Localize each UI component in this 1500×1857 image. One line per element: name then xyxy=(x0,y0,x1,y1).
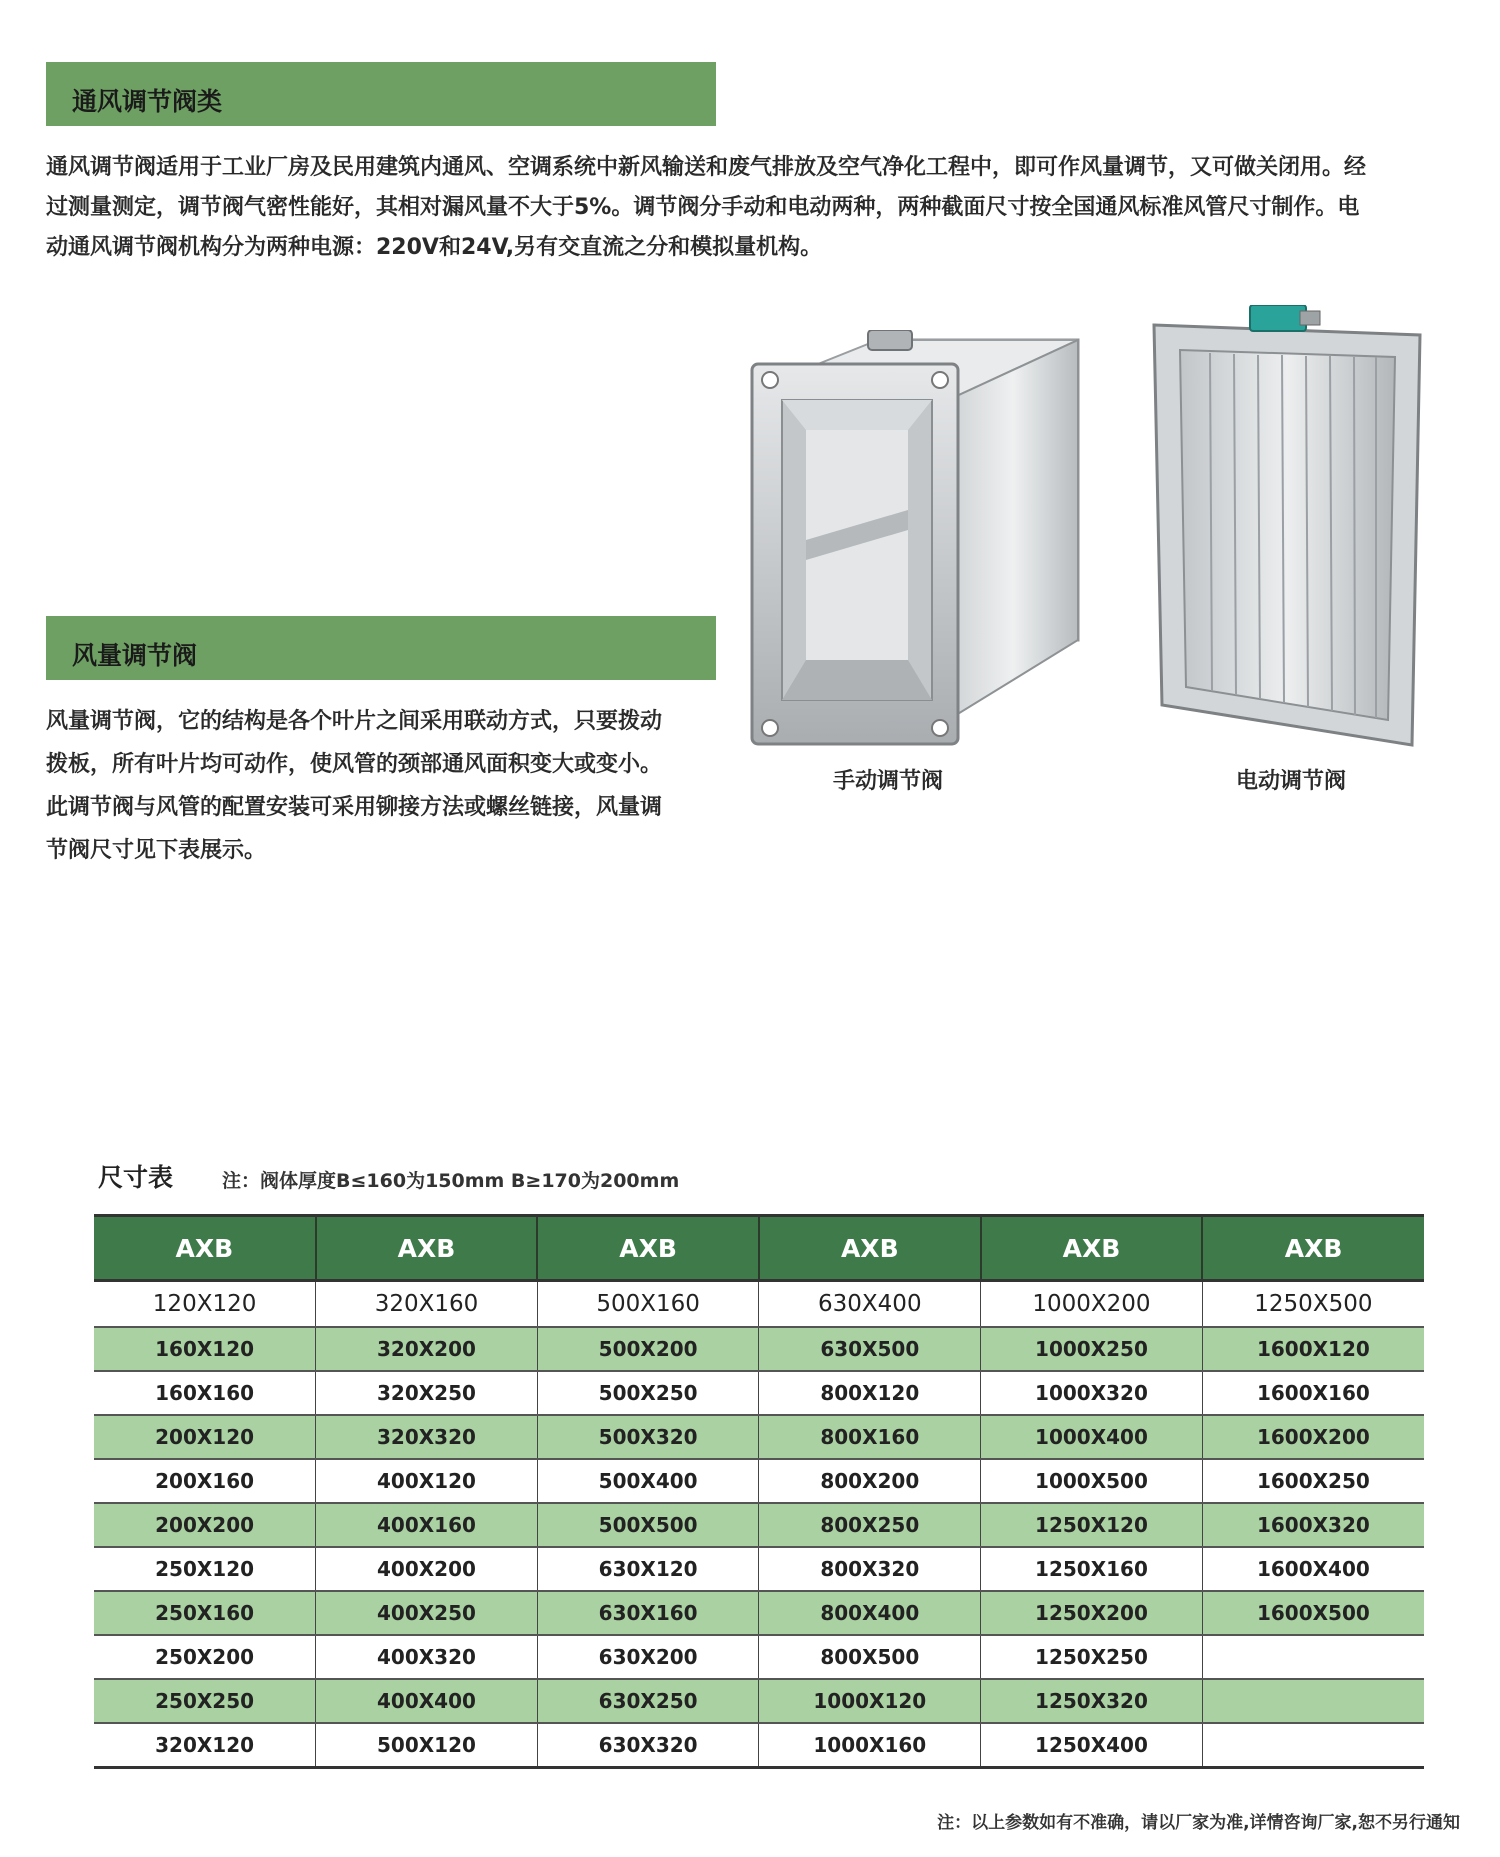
table-cell: 250X200 xyxy=(94,1635,316,1679)
intro-line: 过测量测定，调节阀气密性能好，其相对漏风量不大于5%。调节阀分手动和电动两种，两种截面尺寸按全国通风标准风管尺寸制作。电 xyxy=(46,195,1360,220)
column-header: AXB xyxy=(981,1216,1203,1281)
table-cell: 500X400 xyxy=(537,1459,759,1503)
table-cell: 500X160 xyxy=(537,1281,759,1328)
table-row xyxy=(94,1635,1424,1679)
size-table-title: 尺寸表 xyxy=(98,1163,174,1192)
section-header-air-volume-damper xyxy=(46,616,716,680)
table-header-row xyxy=(94,1216,1424,1281)
description-paragraph xyxy=(46,700,726,872)
table-cell: 1250X400 xyxy=(981,1723,1203,1768)
table-cell: 800X200 xyxy=(759,1459,981,1503)
table-cell: 200X160 xyxy=(94,1459,316,1503)
table-cell xyxy=(1202,1679,1424,1723)
table-row xyxy=(94,1591,1424,1635)
electric-damper-image xyxy=(1150,305,1430,765)
table-cell: 500X250 xyxy=(537,1371,759,1415)
section-title: 风量调节阀 xyxy=(72,641,198,670)
section-header-ventilation-dampers xyxy=(46,62,716,126)
table-cell: 800X320 xyxy=(759,1547,981,1591)
table-cell: 200X120 xyxy=(94,1415,316,1459)
manual-damper-caption: 手动调节阀 xyxy=(833,769,944,794)
desc-line: 拨板，所有叶片均可动作，使风管的颈部通风面积变大或变小。 xyxy=(46,752,663,777)
table-row xyxy=(94,1415,1424,1459)
table-cell: 1600X320 xyxy=(1202,1503,1424,1547)
electric-damper-caption: 电动调节阀 xyxy=(1236,769,1347,794)
table-cell xyxy=(1202,1723,1424,1768)
table-cell: 500X200 xyxy=(537,1327,759,1371)
column-header: AXB xyxy=(759,1216,981,1281)
table-cell: 630X500 xyxy=(759,1327,981,1371)
table-cell: 250X120 xyxy=(94,1547,316,1591)
table-row xyxy=(94,1281,1424,1328)
column-header: AXB xyxy=(316,1216,538,1281)
table-cell: 1000X500 xyxy=(981,1459,1203,1503)
table-cell: 800X500 xyxy=(759,1635,981,1679)
table-cell: 320X160 xyxy=(316,1281,538,1328)
desc-line: 节阀尺寸见下表展示。 xyxy=(46,838,267,863)
table-cell: 630X200 xyxy=(537,1635,759,1679)
table-cell: 1000X320 xyxy=(981,1371,1203,1415)
table-cell: 800X160 xyxy=(759,1415,981,1459)
table-cell: 500X120 xyxy=(316,1723,538,1768)
table-cell: 630X160 xyxy=(537,1591,759,1635)
table-cell: 800X120 xyxy=(759,1371,981,1415)
section-title: 通风调节阀类 xyxy=(72,87,223,116)
intro-line: 动通风调节阀机构分为两种电源：220V和24V,另有交直流之分和模拟量机构。 xyxy=(46,235,823,260)
table-cell: 630X120 xyxy=(537,1547,759,1591)
table-cell: 630X400 xyxy=(759,1281,981,1328)
table-cell: 800X400 xyxy=(759,1591,981,1635)
table-cell: 320X250 xyxy=(316,1371,538,1415)
table-cell: 630X250 xyxy=(537,1679,759,1723)
table-cell: 160X160 xyxy=(94,1371,316,1415)
size-table-note: 注：阀体厚度B≤160为150mm B≥170为200mm xyxy=(222,1170,680,1192)
table-cell: 1000X400 xyxy=(981,1415,1203,1459)
table-cell: 1600X200 xyxy=(1202,1415,1424,1459)
table-cell: 1250X120 xyxy=(981,1503,1203,1547)
table-cell: 1000X200 xyxy=(981,1281,1203,1328)
table-cell: 1000X120 xyxy=(759,1679,981,1723)
table-cell: 250X250 xyxy=(94,1679,316,1723)
table-cell: 1600X120 xyxy=(1202,1327,1424,1371)
table-row xyxy=(94,1459,1424,1503)
table-cell: 320X200 xyxy=(316,1327,538,1371)
desc-line: 风量调节阀，它的结构是各个叶片之间采用联动方式，只要拨动 xyxy=(46,709,663,734)
table-cell: 800X250 xyxy=(759,1503,981,1547)
table-cell: 1250X200 xyxy=(981,1591,1203,1635)
table-cell: 500X500 xyxy=(537,1503,759,1547)
table-cell: 400X160 xyxy=(316,1503,538,1547)
table-cell: 500X320 xyxy=(537,1415,759,1459)
table-cell: 1250X500 xyxy=(1202,1281,1424,1328)
table-cell: 400X400 xyxy=(316,1679,538,1723)
intro-paragraph xyxy=(46,148,1466,268)
table-cell: 1250X160 xyxy=(981,1547,1203,1591)
table-cell: 1250X250 xyxy=(981,1635,1203,1679)
table-cell: 400X250 xyxy=(316,1591,538,1635)
column-header: AXB xyxy=(537,1216,759,1281)
table-cell: 1600X400 xyxy=(1202,1547,1424,1591)
intro-line: 通风调节阀适用于工业厂房及民用建筑内通风、空调系统中新风输送和废气排放及空气净化工程中，即可作风量调节，又可做关闭用。经 xyxy=(46,155,1367,180)
table-cell: 400X120 xyxy=(316,1459,538,1503)
table-cell: 320X120 xyxy=(94,1723,316,1768)
table-cell: 160X120 xyxy=(94,1327,316,1371)
desc-line: 此调节阀与风管的配置安装可采用铆接方法或螺丝链接，风量调 xyxy=(46,795,663,820)
column-header: AXB xyxy=(94,1216,316,1281)
manual-damper-image xyxy=(748,330,1088,750)
table-cell: 1600X500 xyxy=(1202,1591,1424,1635)
table-row xyxy=(94,1327,1424,1371)
table-cell: 400X320 xyxy=(316,1635,538,1679)
table-cell: 320X320 xyxy=(316,1415,538,1459)
table-row xyxy=(94,1503,1424,1547)
column-header: AXB xyxy=(1202,1216,1424,1281)
table-cell: 250X160 xyxy=(94,1591,316,1635)
footer-disclaimer: 注：以上参数如有不准确，请以厂家为准,详情咨询厂家,恕不另行通知 xyxy=(937,1813,1460,1833)
table-row xyxy=(94,1371,1424,1415)
table-cell: 1000X160 xyxy=(759,1723,981,1768)
table-cell: 630X320 xyxy=(537,1723,759,1768)
size-table xyxy=(94,1214,1424,1769)
table-cell: 1000X250 xyxy=(981,1327,1203,1371)
table-cell: 1600X160 xyxy=(1202,1371,1424,1415)
table-row xyxy=(94,1547,1424,1591)
table-cell: 1250X320 xyxy=(981,1679,1203,1723)
table-cell: 1600X250 xyxy=(1202,1459,1424,1503)
table-row xyxy=(94,1723,1424,1768)
table-cell: 200X200 xyxy=(94,1503,316,1547)
table-cell: 120X120 xyxy=(152,1291,257,1317)
table-cell: 400X200 xyxy=(316,1547,538,1591)
table-row xyxy=(94,1679,1424,1723)
table-cell xyxy=(1202,1635,1424,1679)
